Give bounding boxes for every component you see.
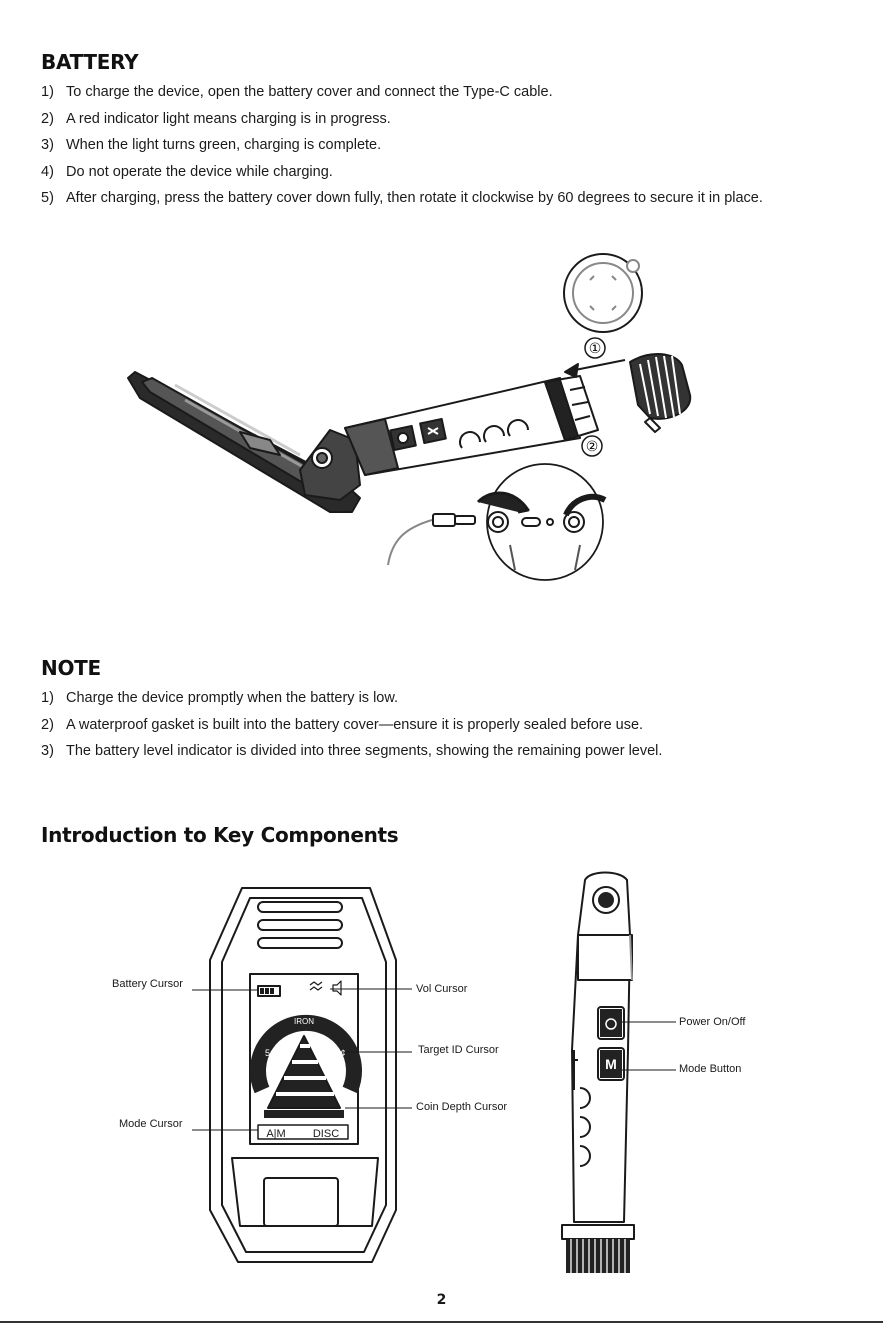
note-list <box>41 685 841 765</box>
handle <box>345 376 598 475</box>
item-text: Charge the device promptly when the battery is low. <box>66 690 399 706</box>
mode-disc-label: DISC <box>312 1128 340 1140</box>
cap-top-view <box>564 254 642 332</box>
item-number: 3) <box>41 743 54 759</box>
list-item <box>41 79 841 106</box>
item-number: 2) <box>41 110 54 127</box>
charging-illustration <box>0 240 883 590</box>
item-text: Do not operate the device while charging. <box>66 163 333 180</box>
coin-25c-label: 25¢ <box>330 1048 346 1058</box>
side-view-diagram <box>540 870 800 1280</box>
step-2-label: ② <box>585 438 599 454</box>
power-on-off-callout: Power On/Off <box>679 1016 746 1028</box>
item-text: A red indicator light means charging is in progress. <box>66 110 391 127</box>
usb-cable <box>388 514 475 565</box>
vol-cursor-callout: Vol Cursor <box>416 983 468 995</box>
mode-am-label: A|M <box>266 1128 286 1140</box>
item-text: A waterproof gasket is built into the battery cover—ensure it is properly sealed before use. <box>66 716 644 733</box>
iron-label: IRON <box>294 1017 314 1026</box>
item-number: 4) <box>41 163 54 180</box>
list-item <box>41 738 841 765</box>
port-detail <box>478 464 605 580</box>
mode-button-callout: Mode Button <box>679 1063 742 1075</box>
step-1-label: ① <box>588 340 602 356</box>
coin-depth-cursor-callout: Coin Depth Cursor <box>416 1101 508 1113</box>
item-number: 2) <box>41 716 54 733</box>
list-item <box>41 712 841 739</box>
item-text: When the light turns green, charging is complete. <box>66 137 382 153</box>
footer-rule <box>0 1321 883 1323</box>
list-item <box>41 106 841 133</box>
item-number: 3) <box>41 137 54 153</box>
item-number: 1) <box>41 84 54 100</box>
item-text: To charge the device, open the battery cover and connect the Type-C cable. <box>66 84 553 100</box>
list-item <box>41 185 841 212</box>
battery-cap <box>630 354 690 432</box>
list-item <box>41 159 841 186</box>
item-text: After charging, press the battery cover down fully, then rotate it clockwise by 60 degrees to secure it in place. <box>66 190 763 206</box>
item-number: 5) <box>41 190 54 206</box>
note-heading: NOTE <box>41 656 101 680</box>
coin-5c-label: 5¢ <box>264 1048 276 1058</box>
page-number: 2 <box>436 1292 447 1308</box>
item-text: The battery level indicator is divided into three segments, showing the remaining power level. <box>66 743 663 759</box>
list-item <box>41 685 841 712</box>
mode-cursor-callout: Mode Cursor <box>119 1118 183 1130</box>
item-number: 1) <box>41 690 54 706</box>
front-view-diagram <box>0 880 560 1275</box>
mode-button-letter: M <box>605 1056 617 1072</box>
battery-instructions-list <box>41 79 841 212</box>
battery-heading: BATTERY <box>41 50 139 74</box>
target-id-cursor-callout: Target ID Cursor <box>418 1044 499 1056</box>
components-heading: Introduction to Key Components <box>41 823 399 847</box>
battery-cursor-callout: Battery Cursor <box>112 978 183 990</box>
list-item <box>41 132 841 159</box>
